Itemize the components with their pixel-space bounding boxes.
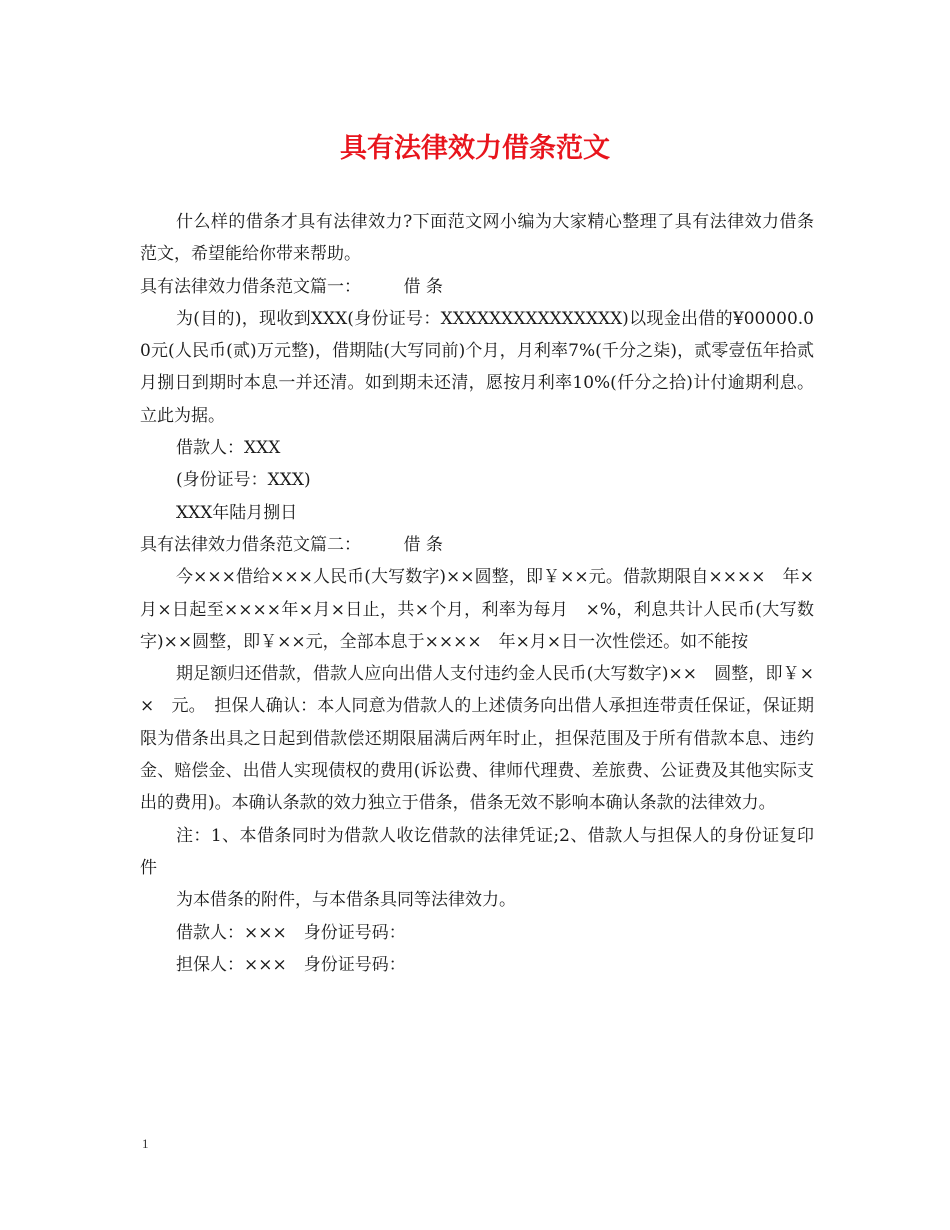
iou-2-guarantee: 期足额归还借款，借款人应向出借人支付违约金人民币(大写数字)×× 圆整，即￥×× 元。 担保人确认：本人同意为借款人的上述债务向出借人承担连带责任保证，保证期限为借条出具之日起到借款偿还期限届满后两年时止，担保范围及于所有借款本息、违约金、赔偿金、出借人实现债权的费用(诉讼费、律师代理费、差旅费、公证费及其他实际支出的费用)。本确认条款的效力独立于借条，借条无效不影响本确认条款的法律效力。	[140, 664, 814, 814]
iou-2-attachment: 为本借条的附件，与本借条具同等法律效力。	[176, 890, 516, 911]
document-title: 具有法律效力借条范文	[340, 133, 610, 164]
iou-1-body: 为(目的)，现收到XXX(身份证号：XXXXXXXXXXXXXXX)以现金出借的¥00000.00元(人民币(贰)万元整)，借期陆(大写同前)个月，月利率7%(千分之柒)，贰零壹伍年拾贰月捌日到期时本息一并还清。如到期未还清，愿按月利率10%(仟分之拾)计付逾期利息。立此为据。	[140, 308, 814, 426]
iou-2-borrower: 借款人：××× 身份证号码：	[176, 922, 406, 943]
iou-1-borrower: 借款人：XXX	[176, 438, 281, 459]
iou-2-body: 今×××借给×××人民币(大写数字)××圆整，即￥××元。借款期限自×××× 年×月×日起至××××年×月×日止，共×个月，利率为每月 ×%，利息共计人民币(大写数字)××圆整，即￥××元，全部本息于×××× 年×月×日一次性偿还。如不能按	[140, 567, 814, 652]
iou-2-note: 注：1、本借条同时为借款人收讫借款的法律凭证;2、借款人与担保人的身份证复印件	[140, 825, 814, 878]
page-number: 1	[142, 1136, 149, 1151]
section-heading-2: 具有法律效力借条范文篇二： 借 条	[140, 534, 443, 555]
document-body	[140, 206, 814, 981]
iou-2-guarantor: 担保人：××× 身份证号码：	[176, 954, 406, 975]
iou-1-id: (身份证号：XXX)	[176, 470, 311, 491]
section-heading-1: 具有法律效力借条范文篇一： 借 条	[140, 276, 443, 297]
intro-paragraph: 什么样的借条才具有法律效力?下面范文网小编为大家精心整理了具有法律效力借条范文，希望能给你带来帮助。	[140, 212, 814, 265]
iou-1-date: XXX年陆月捌日	[176, 502, 298, 523]
